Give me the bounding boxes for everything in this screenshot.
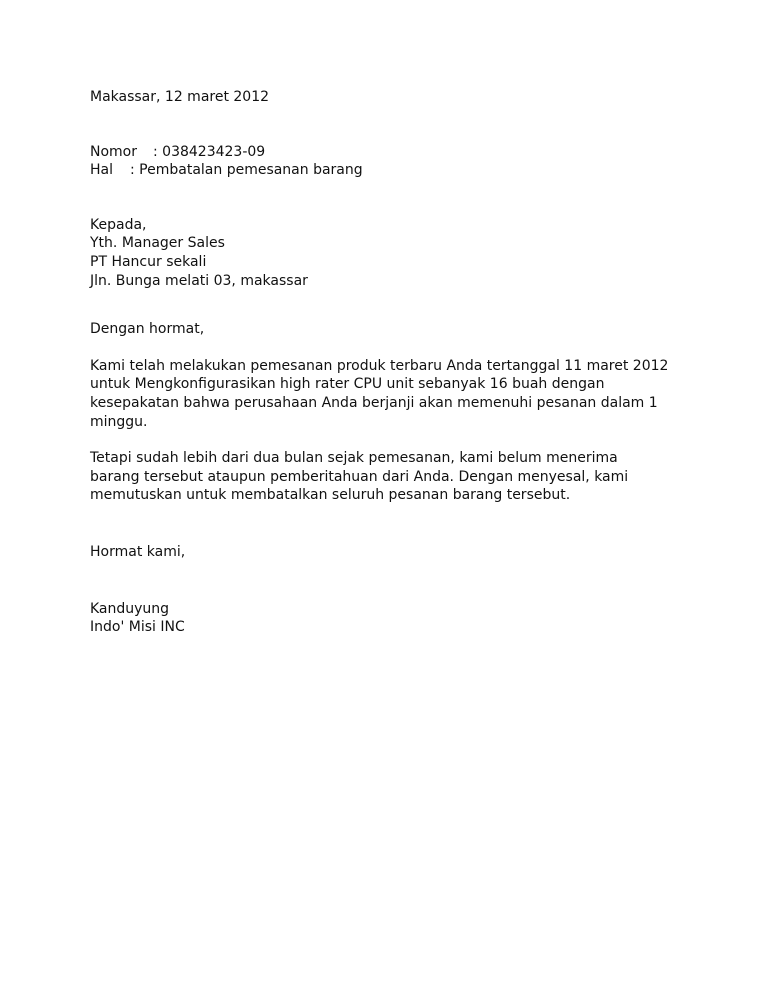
recipient-block	[90, 216, 690, 290]
signer-company: Indo' Misi INC	[90, 619, 185, 636]
closing: Hormat kami,	[90, 543, 186, 560]
reference-number-label: Nomor	[90, 143, 137, 160]
salutation: Dengan hormat,	[90, 321, 205, 338]
subject	[90, 161, 690, 180]
recipient-address: Jln. Bunga melati 03, makassar	[90, 272, 308, 289]
reference-number-value: : 038423423-09	[153, 143, 266, 160]
subject-label: Hal	[90, 162, 113, 179]
body-paragraph: Kami telah melakukan pemesanan produk terbaru Anda tertanggal 11 maret 2012 untuk Mengkonfigurasikan high rater CPU unit sebanyak 16 buah dengan kesepakatan bahwa perusahaan Anda berjanji akan memenuhi pesanan dalam 1 minggu.	[90, 357, 669, 430]
body-paragraph: Tetapi sudah lebih dari dua bulan sejak pemesanan, kami belum menerima barang tersebut ataupun pemberitahuan dari Anda. Dengan menyesal, kami memutuskan untuk membatalkan seluruh pesanan barang tersebut.	[90, 450, 629, 504]
signer-name: Kanduyung	[90, 600, 170, 617]
letter-body	[90, 88, 690, 637]
place-date: Makassar, 12 maret 2012	[90, 89, 270, 105]
recipient-kepada: Kepada,	[90, 216, 147, 233]
reference-number	[90, 143, 690, 162]
recipient-company: PT Hancur sekali	[90, 253, 207, 270]
subject-value: : Pembatalan pemesanan barang	[130, 162, 363, 179]
recipient-title: Yth. Manager Sales	[90, 235, 225, 252]
